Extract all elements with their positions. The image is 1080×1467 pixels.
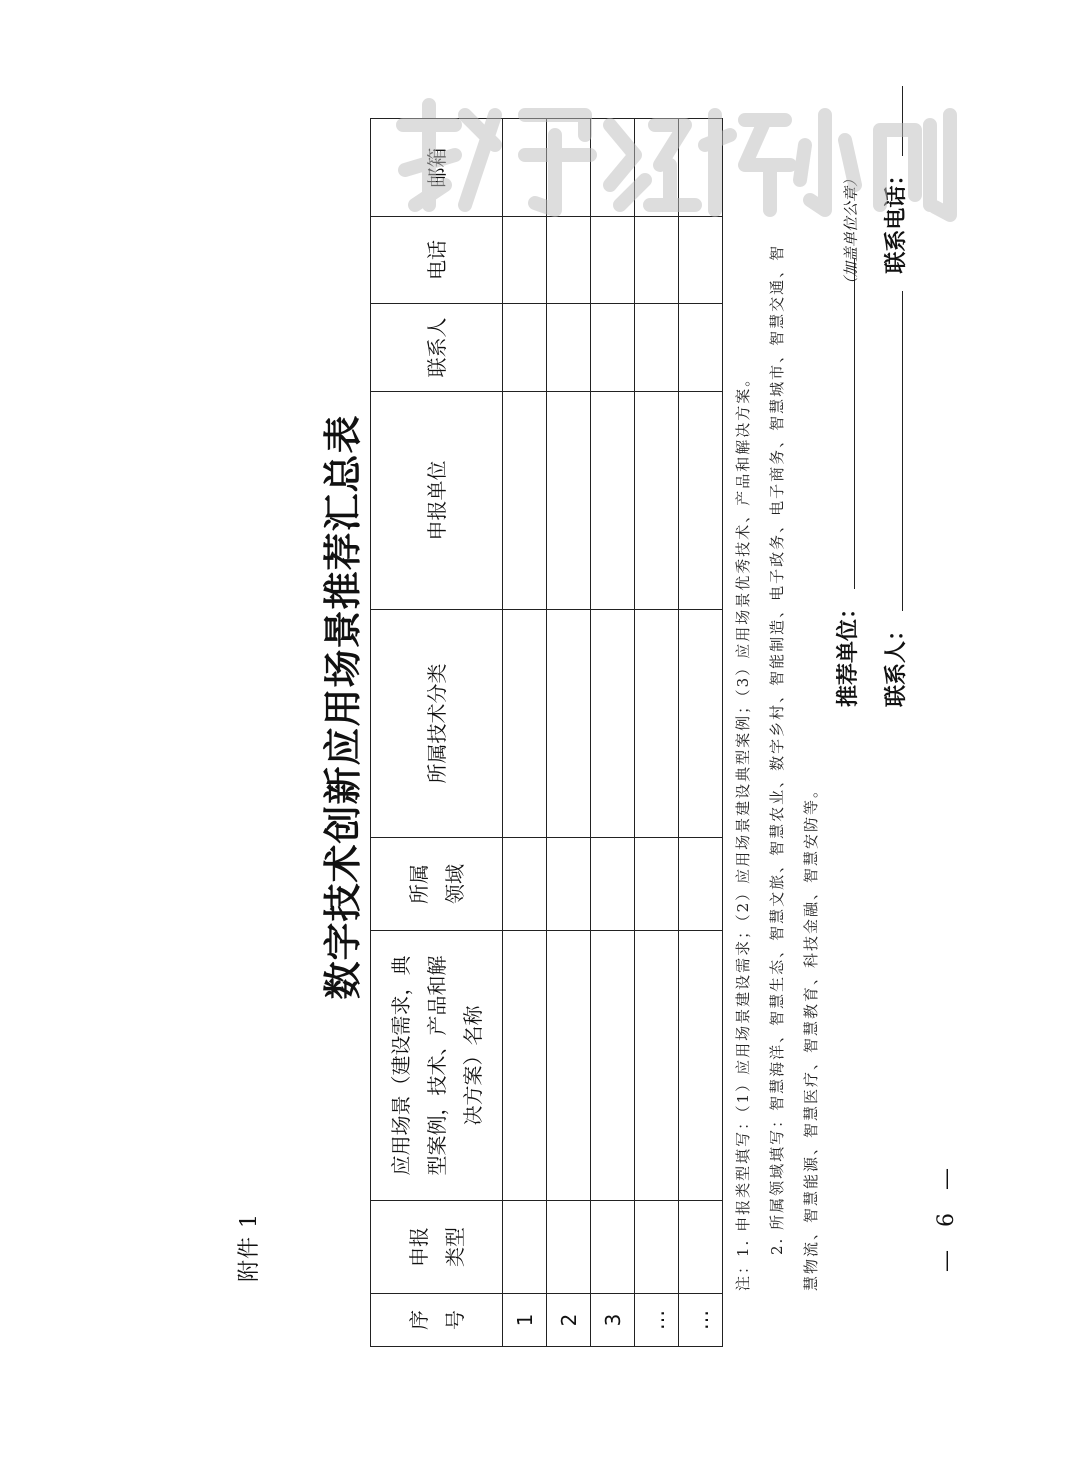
table-cell[interactable] <box>503 838 547 931</box>
header-row <box>371 119 503 1347</box>
table-cell[interactable] <box>547 304 591 392</box>
table-cell[interactable] <box>635 838 679 931</box>
table-cell[interactable] <box>503 931 547 1201</box>
table-cell[interactable] <box>547 931 591 1201</box>
table-row <box>635 119 679 1347</box>
row-index: … <box>635 1294 679 1347</box>
contact-label: 联系人： <box>884 618 909 707</box>
table-row <box>547 119 591 1347</box>
table-cell[interactable] <box>679 392 723 610</box>
table-cell[interactable] <box>679 838 723 931</box>
header-phone: 电话 <box>371 217 503 304</box>
recommender-line <box>830 259 862 707</box>
table-cell[interactable] <box>503 304 547 392</box>
header-applicant-unit: 申报单位 <box>371 392 503 610</box>
table-cell[interactable] <box>547 392 591 610</box>
summary-table <box>370 118 723 1347</box>
table-cell[interactable] <box>635 931 679 1201</box>
recommender-blank[interactable] <box>830 259 855 589</box>
note-line-2: 2. 所属领域填写：智慧海洋、智慧生态、智慧文旅、智慧农业、数字乡村、智能制造、电子政务、电子商务、智慧城市、智慧交通、智 <box>768 243 786 1255</box>
row-index: 1 <box>503 1294 547 1347</box>
page-number: — 6 — <box>934 1160 959 1272</box>
note-line-3: 慧物流、智慧能源、智慧医疗、智慧教育、科技金融、智慧安防等。 <box>802 780 820 1291</box>
table-cell[interactable] <box>679 931 723 1201</box>
table-cell[interactable] <box>591 1201 635 1294</box>
table-cell[interactable] <box>679 1201 723 1294</box>
header-tech-category: 所属技术分类 <box>371 610 503 838</box>
recommender-label: 推荐单位： <box>836 596 861 707</box>
header-email: 邮箱 <box>371 119 503 217</box>
header-scene-name: 应用场景（建设需求，典型案例，技术、产品和解决方案）名称 <box>371 931 503 1201</box>
table-row <box>679 119 723 1347</box>
table-cell[interactable] <box>635 392 679 610</box>
table-cell[interactable] <box>679 304 723 392</box>
header-contact: 联系人 <box>371 304 503 392</box>
table-cell[interactable] <box>547 610 591 838</box>
note-line-1: 注：1. 申报类型填写：（1）应用场景建设需求；（2）应用场景建设典型案例；（3）应用场景优秀技术、产品和解决方案。 <box>734 369 752 1291</box>
watermark-image <box>385 85 1005 235</box>
table-cell[interactable] <box>503 1201 547 1294</box>
table-cell[interactable] <box>635 1201 679 1294</box>
table-notes <box>726 171 828 1291</box>
contact-blank[interactable] <box>878 291 903 611</box>
row-index: … <box>679 1294 723 1347</box>
table-cell[interactable] <box>635 304 679 392</box>
table-title: 数字技术创新应用场景推荐汇总表 <box>320 414 365 1000</box>
table-cell[interactable] <box>503 610 547 838</box>
table-cell[interactable] <box>547 838 591 931</box>
table-cell[interactable] <box>591 610 635 838</box>
table-cell[interactable] <box>591 931 635 1201</box>
table-row <box>503 119 547 1347</box>
phone-label: 联系电话： <box>884 163 909 274</box>
header-domain: 所属领域 <box>371 838 503 931</box>
table-cell[interactable] <box>503 392 547 610</box>
table-cell[interactable] <box>591 838 635 931</box>
row-index: 3 <box>591 1294 635 1347</box>
attachment-label: 附件 1 <box>237 1213 262 1282</box>
table-row <box>591 119 635 1347</box>
header-type: 申报类型 <box>371 1201 503 1294</box>
table-cell[interactable] <box>591 304 635 392</box>
table-cell[interactable] <box>679 610 723 838</box>
table-cell[interactable] <box>547 1201 591 1294</box>
header-index: 序号 <box>371 1294 503 1347</box>
table-cell[interactable] <box>591 392 635 610</box>
seal-note: （加盖单位公章） <box>842 171 860 292</box>
row-index: 2 <box>547 1294 591 1347</box>
table-cell[interactable] <box>635 610 679 838</box>
